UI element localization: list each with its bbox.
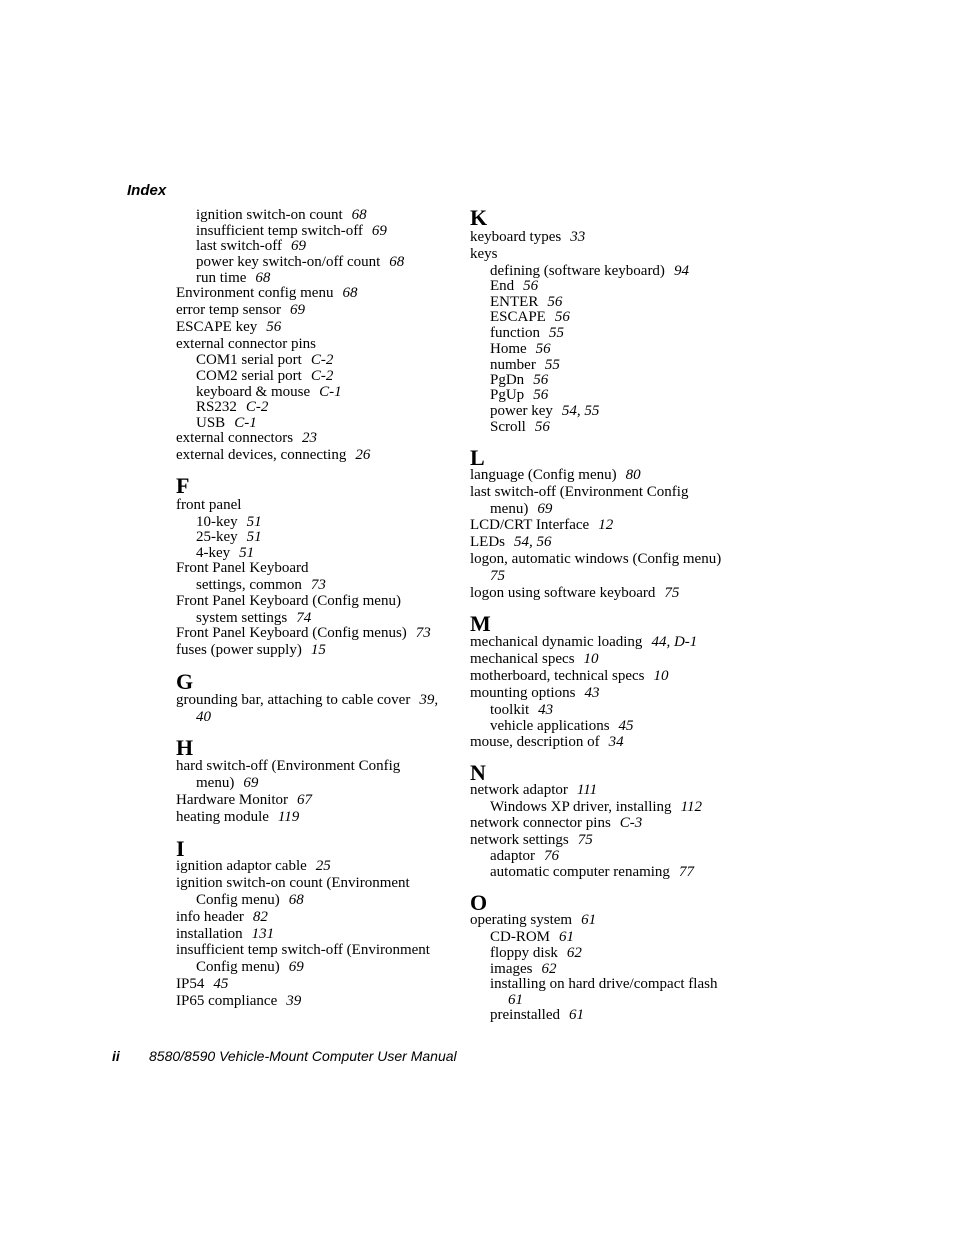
entry-term: settings, common — [196, 577, 302, 593]
entry-term: menu) — [490, 501, 529, 517]
running-header: Index — [127, 182, 167, 199]
entry-term: menu) — [196, 775, 235, 791]
entry-term: operating system — [470, 912, 573, 928]
page-reference[interactable]: 56 — [554, 309, 570, 325]
index-subentry — [490, 718, 634, 735]
page-reference[interactable]: 55 — [549, 325, 564, 341]
page-reference[interactable]: 33 — [570, 229, 586, 245]
entry-term: error temp sensor — [176, 302, 281, 318]
index-entry-continuation — [196, 959, 304, 976]
index-subentry — [196, 207, 367, 224]
entry-term: LEDs — [470, 534, 505, 550]
entry-term: last switch-off — [196, 238, 282, 254]
index-letter-heading: O — [470, 890, 488, 915]
index-entry — [176, 909, 268, 926]
entry-term: LCD/CRT Interface — [470, 517, 590, 533]
index-entry — [176, 809, 299, 826]
index-entry — [470, 668, 669, 685]
index-subentry — [490, 702, 553, 719]
entry-term: mechanical dynamic loading — [470, 634, 643, 650]
entry-term: external connectors — [176, 430, 294, 446]
page-reference[interactable]: 82 — [252, 909, 268, 925]
page-reference[interactable]: C-2 — [310, 368, 334, 384]
index-subentry — [196, 399, 268, 416]
entry-term: preinstalled — [490, 1007, 560, 1023]
page-reference[interactable]: 112 — [680, 799, 702, 815]
entry-term: ignition switch-on count — [196, 207, 343, 223]
page-reference[interactable]: 111 — [576, 782, 598, 798]
index-entry — [176, 875, 410, 892]
index-entry — [176, 642, 326, 659]
page-reference[interactable]: 39, — [419, 692, 439, 708]
entry-term: Scroll — [490, 419, 526, 435]
page-reference[interactable]: C-3 — [619, 815, 643, 831]
page-reference[interactable]: 94 — [673, 263, 689, 279]
page-reference[interactable]: 61 — [559, 929, 575, 945]
index-entry — [470, 585, 679, 602]
page-reference[interactable]: 56 — [534, 419, 550, 435]
entry-term: info header — [176, 909, 244, 925]
page-reference[interactable]: 39 — [286, 993, 302, 1009]
index-subentry — [490, 309, 570, 326]
page-reference[interactable]: 73 — [310, 577, 326, 593]
index-subentry — [196, 529, 262, 546]
index-entry — [176, 302, 305, 319]
entry-term: End — [490, 278, 515, 294]
page-reference[interactable]: 51 — [239, 545, 255, 561]
index-subentry — [490, 387, 548, 404]
page-reference[interactable]: 61 — [581, 912, 597, 928]
entry-term: network settings — [470, 832, 569, 848]
page-reference[interactable]: 61 — [568, 1007, 584, 1023]
index-subentry — [196, 254, 404, 271]
footer-title: 8580/8590 Vehicle-Mount Computer User Manual — [149, 1048, 457, 1064]
index-entry — [176, 319, 281, 336]
page-reference[interactable]: 51 — [246, 514, 262, 530]
entry-term: IP54 — [176, 976, 205, 992]
entry-term: ENTER — [490, 294, 539, 310]
index-entry — [176, 625, 431, 642]
index-entry — [470, 517, 613, 534]
entry-term: COM1 serial port — [196, 352, 302, 368]
index-subentry — [490, 945, 582, 962]
index-subentry — [490, 325, 564, 342]
entry-term: mounting options — [470, 685, 576, 701]
page-reference[interactable]: 26 — [355, 447, 371, 463]
index-entry-continuation — [196, 775, 258, 792]
entry-term: number — [490, 357, 536, 373]
entry-term: Front Panel Keyboard — [176, 560, 309, 576]
page-reference[interactable]: 62 — [541, 961, 557, 977]
entry-term: keys — [470, 246, 498, 262]
page-reference[interactable]: 56 — [547, 294, 563, 310]
page-reference[interactable]: 75 — [664, 585, 680, 601]
page-reference[interactable]: 68 — [389, 254, 405, 270]
page-reference[interactable]: C-2 — [245, 399, 269, 415]
entry-term: defining (software keyboard) — [490, 263, 665, 279]
entry-term: Hardware Monitor — [176, 792, 289, 808]
page-reference[interactable]: 12 — [598, 517, 614, 533]
entry-term: vehicle applications — [490, 718, 610, 734]
entry-term: function — [490, 325, 540, 341]
entry-term: automatic computer renaming — [490, 864, 670, 880]
entry-term: Environment config menu — [176, 285, 334, 301]
entry-term: front panel — [176, 497, 242, 513]
entry-term: USB — [196, 415, 226, 431]
entry-term: Config menu) — [196, 892, 280, 908]
page-reference[interactable]: 69 — [288, 959, 304, 975]
page-reference[interactable]: 56 — [533, 372, 549, 388]
index-entry-continuation — [490, 568, 505, 585]
footer-page-number: ii — [112, 1048, 120, 1064]
entry-term: hard switch-off (Environment Config — [176, 758, 401, 774]
page-reference[interactable]: 43 — [538, 702, 554, 718]
index-entry — [176, 285, 357, 302]
page-reference[interactable]: 75 — [577, 832, 593, 848]
index-entry — [470, 651, 599, 668]
entry-term: external connector pins — [176, 336, 316, 352]
page-reference[interactable]: 56 — [535, 341, 551, 357]
index-entry — [470, 815, 642, 832]
page-reference[interactable]: 77 — [678, 864, 694, 880]
entry-term: PgUp — [490, 387, 525, 403]
entry-term: motherboard, technical specs — [470, 668, 645, 684]
page-reference[interactable]: 69 — [537, 501, 553, 517]
page-reference[interactable]: 56 — [523, 278, 539, 294]
index-entry — [176, 497, 241, 514]
index-entry — [470, 467, 641, 484]
index-entry — [470, 782, 597, 799]
index-entry — [176, 692, 438, 709]
entry-term: PgDn — [490, 372, 525, 388]
entry-term: insufficient temp switch-off — [196, 223, 363, 239]
index-entry — [176, 942, 430, 959]
index-letter-heading: H — [176, 735, 194, 760]
entry-term: power key switch-on/off count — [196, 254, 381, 270]
index-entry — [176, 976, 228, 993]
page-reference[interactable]: 80 — [625, 467, 641, 483]
entry-term: system settings — [196, 610, 288, 626]
entry-term: external devices, connecting — [176, 447, 347, 463]
index-entry — [176, 336, 316, 353]
index-letter-heading: I — [176, 836, 185, 861]
page-reference[interactable]: 45 — [618, 718, 634, 734]
index-subentry — [490, 864, 694, 881]
entry-term: floppy disk — [490, 945, 558, 961]
entry-term: 10-key — [196, 514, 238, 530]
entry-term: installing on hard drive/compact flash — [490, 976, 718, 992]
index-entry-continuation — [490, 501, 552, 518]
page-reference[interactable]: 62 — [566, 945, 582, 961]
entry-term: Config menu) — [196, 959, 280, 975]
page-reference[interactable]: C-1 — [234, 415, 257, 431]
index-letter-heading: M — [470, 611, 491, 636]
entry-term: ESCAPE key — [176, 319, 258, 335]
index-subentry — [196, 368, 333, 385]
entry-term: language (Config menu) — [470, 467, 617, 483]
entry-term: 25-key — [196, 529, 238, 545]
entry-term: ignition adaptor cable — [176, 858, 307, 874]
index-entry — [176, 560, 308, 577]
entry-term: insufficient temp switch-off (Environment — [176, 942, 430, 958]
page-reference[interactable]: 43 — [584, 685, 600, 701]
entry-term: IP65 compliance — [176, 993, 278, 1009]
page-reference[interactable]: 40 — [196, 709, 211, 725]
entry-term: images — [490, 961, 533, 977]
entry-term: 4-key — [196, 545, 231, 561]
page-reference[interactable]: 55 — [544, 357, 560, 373]
entry-term: adaptor — [490, 848, 535, 864]
entry-term: installation — [176, 926, 243, 942]
index-subentry — [490, 341, 551, 358]
index-subentry — [196, 352, 333, 369]
entry-term: mechanical specs — [470, 651, 575, 667]
page-reference[interactable]: 56 — [533, 387, 549, 403]
entry-term: keyboard types — [470, 229, 562, 245]
entry-term: ignition switch-on count (Environment — [176, 875, 410, 891]
page-reference[interactable]: 10 — [653, 668, 669, 684]
entry-term: Home — [490, 341, 527, 357]
page-reference[interactable]: 10 — [583, 651, 599, 667]
entry-term: network connector pins — [470, 815, 611, 831]
entry-term: RS232 — [196, 399, 237, 415]
index-entry — [470, 734, 624, 751]
entry-term: Windows XP driver, installing — [490, 799, 672, 815]
index-letter-heading: F — [176, 473, 190, 498]
entry-term: run time — [196, 270, 247, 286]
index-entry — [470, 246, 498, 263]
index-entry — [176, 758, 400, 775]
entry-term: last switch-off (Environment Config — [470, 484, 689, 500]
page-reference[interactable]: C-2 — [310, 352, 334, 368]
index-entry — [176, 430, 317, 447]
index-letter-heading: L — [470, 445, 485, 470]
page-reference[interactable]: 67 — [297, 792, 313, 808]
index-entry — [470, 534, 552, 551]
index-entry — [470, 832, 593, 849]
index-entry — [176, 593, 401, 610]
page-reference[interactable]: 69 — [371, 223, 387, 239]
entry-term: keyboard & mouse — [196, 384, 311, 400]
index-letter-heading: G — [176, 669, 194, 694]
index-subentry — [490, 848, 559, 865]
entry-term: logon using software keyboard — [470, 585, 656, 601]
entry-term: ESCAPE — [490, 309, 546, 325]
index-subentry — [490, 403, 599, 420]
page-reference[interactable]: 68 — [342, 285, 358, 301]
page-reference[interactable]: 68 — [255, 270, 271, 286]
index-subentry — [196, 577, 326, 594]
entry-term: CD-ROM — [490, 929, 551, 945]
index-letter-heading: N — [470, 760, 486, 785]
page-reference[interactable]: 51 — [246, 529, 262, 545]
index-subentry — [490, 929, 574, 946]
entry-term: COM2 serial port — [196, 368, 302, 384]
index-subentry — [490, 278, 538, 295]
page-reference[interactable]: 54, 55 — [561, 403, 600, 419]
page-reference[interactable]: 44, D-1 — [651, 634, 698, 650]
index-entry — [176, 792, 312, 809]
entry-term: grounding bar, attaching to cable cover — [176, 692, 411, 708]
page-reference[interactable]: 68 — [351, 207, 367, 223]
index-entry — [470, 484, 688, 501]
page-reference[interactable]: 76 — [543, 848, 559, 864]
index-entry-continuation — [196, 892, 304, 909]
index-subentry — [196, 238, 306, 255]
index-entry — [470, 634, 697, 651]
index-entry — [176, 447, 370, 464]
entry-term: fuses (power supply) — [176, 642, 302, 658]
index-entry — [470, 229, 585, 246]
page-reference[interactable]: 56 — [266, 319, 282, 335]
entry-term: heating module — [176, 809, 269, 825]
page-reference[interactable]: 69 — [243, 775, 259, 791]
page-reference[interactable]: 73 — [415, 625, 431, 641]
entry-term: toolkit — [490, 702, 530, 718]
page-reference[interactable]: 131 — [251, 926, 275, 942]
page-reference[interactable]: C-1 — [319, 384, 342, 400]
page-reference[interactable]: 23 — [302, 430, 318, 446]
index-entry — [470, 551, 721, 568]
entry-term: Front Panel Keyboard (Config menu) — [176, 593, 401, 609]
page-reference[interactable]: 74 — [296, 610, 312, 626]
page-reference[interactable]: 54, 56 — [514, 534, 552, 550]
page-reference[interactable]: 68 — [288, 892, 304, 908]
page-reference[interactable]: 69 — [290, 238, 306, 254]
index-entry-continuation — [196, 709, 211, 726]
entry-term: mouse, description of — [470, 734, 600, 750]
page-reference[interactable]: 75 — [490, 568, 505, 584]
page-reference[interactable]: 61 — [508, 992, 523, 1008]
entry-term: network adaptor — [470, 782, 568, 798]
page-reference[interactable]: 15 — [310, 642, 326, 658]
entry-term: Front Panel Keyboard (Config menus) — [176, 625, 407, 641]
page-reference[interactable]: 25 — [315, 858, 331, 874]
entry-term: power key — [490, 403, 553, 419]
entry-term: logon, automatic windows (Config menu) — [470, 551, 722, 567]
index-entry — [176, 858, 331, 875]
index-entry — [176, 993, 301, 1010]
page-reference[interactable]: 119 — [277, 809, 300, 825]
page-reference[interactable]: 45 — [213, 976, 229, 992]
index-letter-heading: K — [470, 205, 488, 230]
page-reference[interactable]: 69 — [289, 302, 305, 318]
index-subentry — [490, 419, 550, 436]
index-entry — [470, 912, 596, 929]
index-subentry — [490, 799, 702, 816]
index-entry — [470, 685, 599, 702]
page-reference[interactable]: 34 — [608, 734, 624, 750]
index-entry — [176, 926, 274, 943]
index-subentry — [490, 1007, 584, 1024]
index-subentry — [490, 976, 717, 993]
